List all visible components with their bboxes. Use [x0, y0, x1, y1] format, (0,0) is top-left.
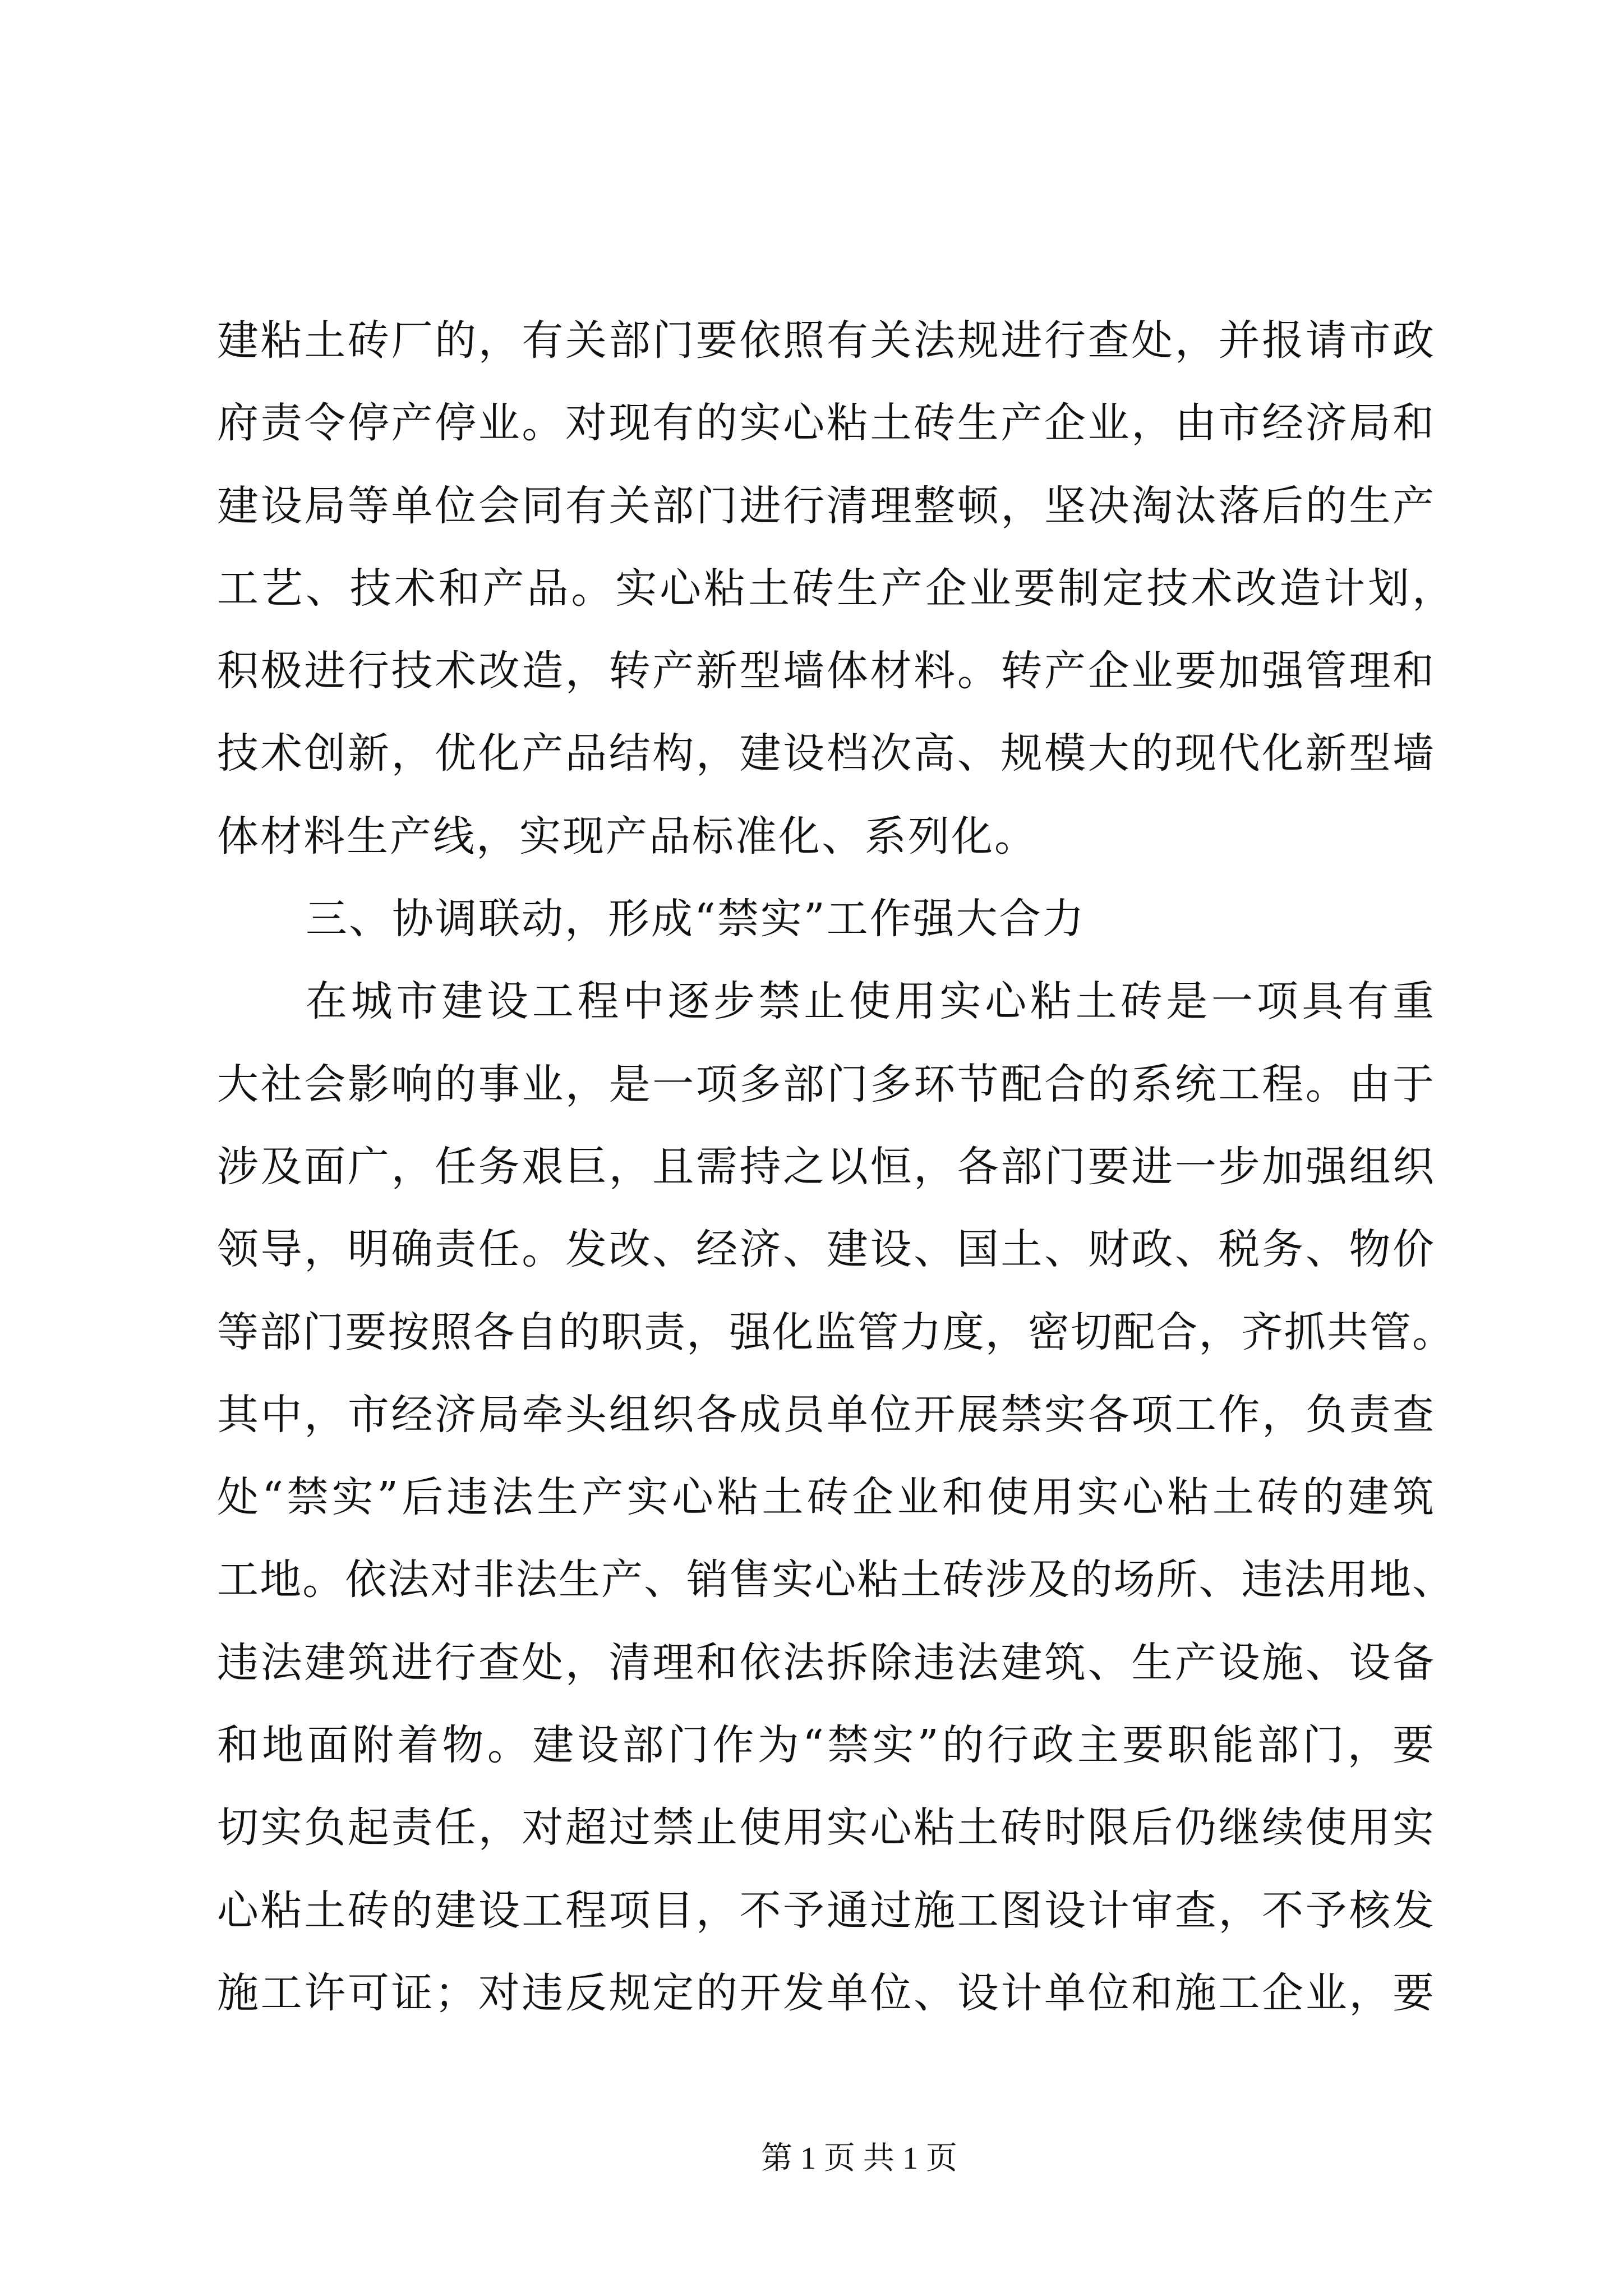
- body-line: 府责令停产停业。对现有的实心粘土砖生产企业，由市经济局和: [217, 399, 1434, 448]
- body-line: 建粘土砖厂的，有关部门要依照有关法规进行查处，并报请市政: [217, 316, 1434, 365]
- paragraph-2: [217, 960, 1454, 2035]
- body-line: 涉及面广，任务艰巨，且需持之以恒，各部门要进一步加强组织: [217, 1142, 1434, 1191]
- body-line: 和地面附着物。建设部门作为“禁实”的行政主要职能部门，要: [217, 1721, 1434, 1770]
- body-line: 违法建筑进行查处，清理和依法拆除违法建筑、生产设施、设备: [217, 1638, 1434, 1687]
- paragraph-1: [217, 300, 1454, 878]
- body-line: 施工许可证；对违反规定的开发单位、设计单位和施工企业，要: [217, 1968, 1434, 2017]
- body-line: 其中，市经济局牵头组织各成员单位开展禁实各项工作，负责查: [217, 1390, 1434, 1439]
- body-line: 技术创新，优化产品结构，建设档次高、规模大的现代化新型墙: [217, 729, 1434, 778]
- body-line: 大社会影响的事业，是一项多部门多环节配合的系统工程。由于: [217, 1060, 1434, 1108]
- body-line: 积极进行技术改造，转产新型墙体材料。转产企业要加强管理和: [217, 647, 1434, 696]
- body-line: 工艺、技术和产品。实心粘土砖生产企业要制定技术改造计划，: [217, 564, 1454, 613]
- body-line: 建设局等单位会同有关部门进行清理整顿，坚决淘汰落后的生产: [217, 481, 1434, 530]
- body-line: 领导，明确责任。发改、经济、建设、国土、财政、税务、物价: [217, 1225, 1434, 1274]
- body-line: 切实负起责任，对超过禁止使用实心粘土砖时限后仍继续使用实: [217, 1803, 1434, 1852]
- document-body: [217, 300, 1454, 2035]
- body-line: 体材料生产线，实现产品标准化、系列化。: [217, 812, 1038, 861]
- body-line: 处“禁实”后违法生产实心粘土砖企业和使用实心粘土砖的建筑: [217, 1473, 1434, 1522]
- section-heading: 三、协调联动，形成“禁实”工作强大合力: [306, 895, 1086, 944]
- body-line: 等部门要按照各自的职责，强化监管力度，密切配合，齐抓共管。: [217, 1308, 1454, 1356]
- body-line: 工地。依法对非法生产、销售实心粘土砖涉及的场所、违法用地、: [217, 1556, 1454, 1604]
- body-line: 心粘土砖的建设工程项目，不予通过施工图设计审查，不予核发: [217, 1886, 1434, 1935]
- body-line: 在城市建设工程中逐步禁止使用实心粘土砖是一项具有重: [306, 977, 1434, 1026]
- page-footer: 第 1 页 共 1 页: [761, 2141, 957, 2176]
